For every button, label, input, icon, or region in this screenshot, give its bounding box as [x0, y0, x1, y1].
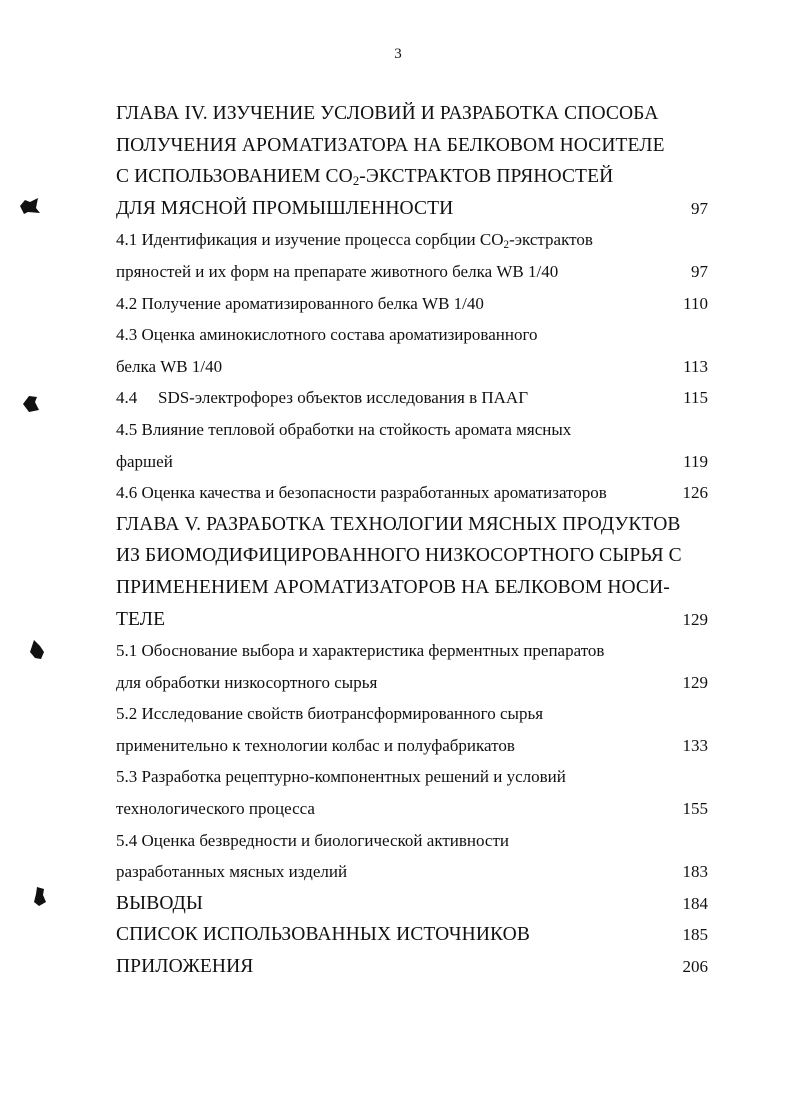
- toc-page-number: 110: [683, 293, 708, 313]
- binding-hole-mark: [26, 638, 48, 662]
- toc-page-number: 113: [683, 356, 708, 376]
- toc-entry-text: 5.1 Обоснование выбора и характеристика ферментных препаратов: [116, 641, 605, 661]
- toc-page-number: 126: [682, 483, 708, 503]
- toc-entry-text: 4.1 Идентификация и изучение процесса сорбции $СО_2$-экстрактов: [116, 230, 593, 252]
- toc-entry-text: ИЗ БИОМОДИФИЦИРОВАННОГО НИЗКОСОРТНОГО СЫРЬЯ С: [116, 545, 682, 567]
- toc-entry-text: С ИСПОЛЬЗОВАНИЕМ $СО_2$-ЭКСТРАКТОВ ПРЯНОСТЕЙ: [116, 166, 614, 189]
- toc-line-s5-4a: [0, 825, 796, 857]
- table-of-contents: [0, 98, 796, 983]
- binding-hole-mark: [28, 884, 50, 908]
- page-number: 3: [394, 46, 402, 62]
- binding-hole-mark: [20, 393, 42, 415]
- toc-line-references: [0, 919, 796, 951]
- toc-entry-text: белка WB 1/40: [116, 356, 223, 376]
- toc-entry-text: технологического процесса: [116, 799, 315, 819]
- toc-page-number: 129: [682, 672, 708, 692]
- toc-line-s5-3b: [0, 793, 796, 825]
- toc-entry-text: ПОЛУЧЕНИЯ АРОМАТИЗАТОРА НА БЕЛКОВОМ НОСИТЕЛЕ: [116, 134, 665, 156]
- toc-page-number: 133: [682, 735, 708, 755]
- toc-entry-text: ПРИЛОЖЕНИЯ: [116, 956, 254, 978]
- toc-entry-text: ПРИМЕНЕНИЕМ АРОМАТИЗАТОРОВ НА БЕЛКОВОМ НОСИ-: [116, 576, 670, 598]
- toc-line-ch4-l1: [0, 98, 796, 130]
- toc-page-number: 97: [691, 198, 708, 218]
- toc-line-s4-2: [0, 288, 796, 320]
- toc-entry-text: для обработки низкосортного сырья: [116, 672, 378, 692]
- toc-entry-text: 4.2 Получение ароматизированного белка WB 1/40: [116, 293, 484, 313]
- toc-line-ch4-l4: [0, 193, 796, 225]
- toc-entry-text: ГЛАВА V. РАЗРАБОТКА ТЕХНОЛОГИИ МЯСНЫХ ПРОДУКТОВ: [116, 513, 681, 535]
- toc-page-number: 119: [683, 451, 708, 471]
- toc-entry-text: 5.2 Исследование свойств биотрансформированного сырья: [116, 704, 544, 724]
- toc-line-ch5-l4: [0, 604, 796, 636]
- toc-page-number: 155: [682, 799, 708, 819]
- toc-line-ch5-l1: [0, 509, 796, 541]
- toc-line-s5-3a: [0, 761, 796, 793]
- toc-page-number: 206: [682, 957, 708, 977]
- toc-entry-text: 4.6 Оценка качества и безопасности разработанных ароматизаторов: [116, 483, 607, 503]
- toc-line-s5-4b: [0, 856, 796, 888]
- toc-line-s4-1b: [0, 256, 796, 288]
- toc-entry-text: 5.3 Разработка рецептурно-компонентных решений и условий: [116, 767, 566, 787]
- toc-page-number: 115: [683, 388, 708, 408]
- toc-page-number: 97: [691, 261, 708, 281]
- toc-line-s5-2b: [0, 730, 796, 762]
- toc-entry-text: 5.4 Оценка безвредности и биологической активности: [116, 830, 510, 850]
- toc-entry-text: фаршей: [116, 451, 173, 471]
- toc-line-s5-1b: [0, 667, 796, 699]
- toc-page-number: 185: [682, 925, 708, 945]
- toc-entry-text: 4.4: [116, 388, 138, 408]
- toc-entry-text: ТЕЛЕ: [116, 608, 166, 630]
- toc-entry-title: SDS-электрофорез объектов исследования в ПААГ: [158, 388, 529, 408]
- toc-line-ch4-l3: [0, 161, 796, 193]
- toc-entry-text: применительно к технологии колбас и полуфабрикатов: [116, 735, 515, 755]
- binding-hole-mark: [16, 196, 42, 216]
- toc-line-s4-1a: [0, 224, 796, 256]
- toc-line-s4-3a: [0, 319, 796, 351]
- toc-line-ch5-l3: [0, 572, 796, 604]
- toc-entry-text: 4.5 Влияние тепловой обработки на стойкость аромата мясных: [116, 419, 572, 439]
- toc-entry-text: ГЛАВА IV. ИЗУЧЕНИЕ УСЛОВИЙ И РАЗРАБОТКА СПОСОБА: [116, 103, 659, 124]
- toc-line-s5-2a: [0, 698, 796, 730]
- toc-line-ch4-l2: [0, 130, 796, 162]
- toc-line-s5-1a: [0, 635, 796, 667]
- toc-entry-text: 4.3 Оценка аминокислотного состава ароматизированного: [116, 325, 538, 345]
- toc-line-s4-4: [0, 382, 796, 414]
- toc-page-number: 129: [682, 609, 708, 629]
- toc-entry-text: пряностей и их форм на препарате животного белка WB 1/40: [116, 261, 559, 281]
- toc-line-appendices: [0, 951, 796, 983]
- toc-line-conclusions: [0, 888, 796, 920]
- toc-entry-text: СПИСОК ИСПОЛЬЗОВАННЫХ ИСТОЧНИКОВ: [116, 924, 530, 946]
- toc-entry-text: ДЛЯ МЯСНОЙ ПРОМЫШЛЕННОСТИ: [116, 197, 454, 219]
- toc-page-number: 184: [682, 893, 708, 913]
- toc-entry-text: разработанных мясных изделий: [116, 862, 348, 882]
- toc-line-s4-3b: [0, 351, 796, 383]
- toc-line-ch5-l2: [0, 540, 796, 572]
- toc-line-s4-5a: [0, 414, 796, 446]
- toc-entry-text: ВЫВОДЫ: [116, 892, 204, 914]
- toc-line-s4-6: [0, 477, 796, 509]
- toc-line-s4-5b: [0, 446, 796, 478]
- toc-page-number: 183: [682, 862, 708, 882]
